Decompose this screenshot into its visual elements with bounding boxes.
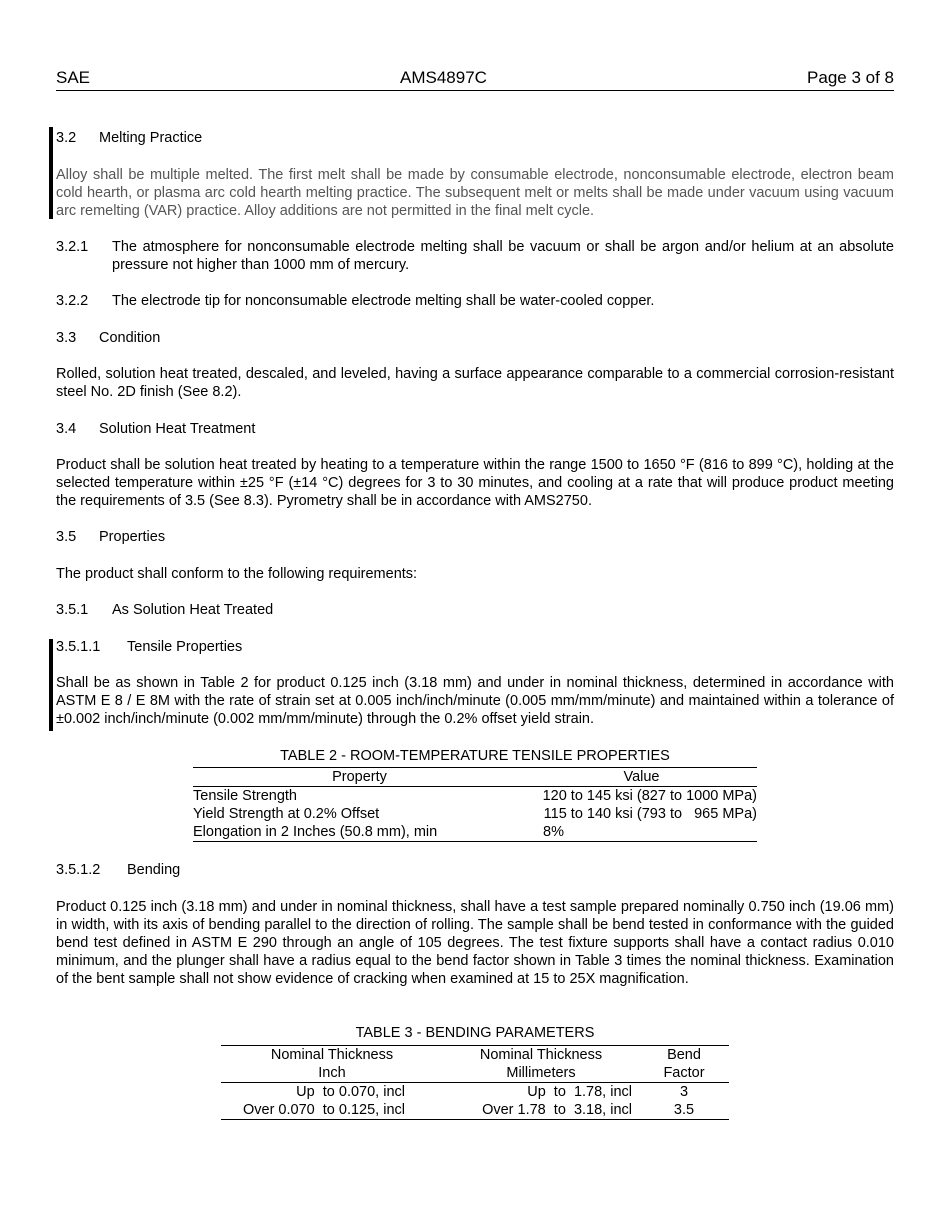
- paragraph: Alloy shall be multiple melted. The first melt shall be made by consumable electrode, nonconsumable electrode, electron beam cold hearth, or plasma arc cold hearth melting practice. The subsequent melt or melts shall be made under vacuum using vacuum arc remelting (VAR) practice. Alloy additions are not permitted in the final melt cycle.: [56, 167, 894, 219]
- section-title: As Solution Heat Treated: [112, 602, 274, 618]
- section-title: Condition: [99, 330, 161, 346]
- table-row: [193, 805, 757, 823]
- table-cell: 120 to 145 ksi (827 to 1000 MPa): [542, 788, 757, 804]
- header-doc-number: AMS4897C: [400, 68, 487, 87]
- table-header-cell: Inch: [318, 1065, 346, 1081]
- table-header-cell: Nominal Thickness: [270, 1047, 394, 1063]
- section-heading: [56, 601, 273, 619]
- table-cell: 3: [679, 1084, 689, 1100]
- section-title: Properties: [99, 529, 166, 545]
- table-cell: Over 0.070 to 0.125, incl: [242, 1102, 405, 1118]
- table-caption: TABLE 2 - ROOM-TEMPERATURE TENSILE PROPERTIES: [280, 748, 670, 764]
- section-heading: [56, 329, 160, 347]
- header-page-number: Page 3 of 8: [807, 68, 894, 87]
- section-heading: [56, 420, 255, 438]
- change-bar: [49, 639, 53, 731]
- section-title: Melting Practice: [99, 130, 203, 146]
- table-row: [193, 787, 757, 806]
- table-cell: Elongation in 2 Inches (50.8 mm), min: [193, 824, 438, 840]
- table-cell: Tensile Strength: [193, 788, 297, 804]
- page-header: [56, 68, 894, 91]
- section-title: Tensile Properties: [127, 639, 243, 655]
- table-header-row: [221, 1064, 729, 1083]
- section-title: Solution Heat Treatment: [99, 421, 256, 437]
- table-header-cell: Nominal Thickness: [479, 1047, 603, 1063]
- table-cell: Yield Strength at 0.2% Offset: [193, 806, 380, 822]
- paragraph: Shall be as shown in Table 2 for product 0.125 inch (3.18 mm) and under in nominal thickness, determined in accordance with ASTM E 8 / E 8M with the rate of strain set at 0.005 inch/inch/minute (0.005 mm/mm/minute) and maintained within a tolerance of ±0.002 inch/inch/minute (0.002 mm/mm/minute) through the 0.2% offset yield strain.: [56, 675, 894, 727]
- change-bar: [49, 127, 53, 219]
- table-header-row: [193, 768, 757, 787]
- table-row: [193, 823, 757, 842]
- table-caption: TABLE 3 - BENDING PARAMETERS: [355, 1025, 595, 1041]
- section-number: 3.4: [56, 421, 77, 437]
- section-number: 3.5.1.1: [56, 639, 101, 655]
- section-number: 3.5: [56, 529, 77, 545]
- section-number: 3.3: [56, 330, 77, 346]
- header-org: SAE: [56, 68, 91, 87]
- bending-parameters-table: [221, 1045, 729, 1120]
- subsection: [56, 292, 894, 310]
- subsection: [56, 238, 894, 274]
- section-heading: [56, 129, 202, 147]
- table-header-cell: Millimeters: [506, 1065, 576, 1081]
- section-heading: [56, 861, 180, 879]
- table-cell: Up to 0.070, incl: [296, 1084, 405, 1100]
- table-cell: 8%: [543, 824, 564, 840]
- table-header-cell: Bend: [667, 1047, 701, 1063]
- paragraph: The product shall conform to the following requirements:: [56, 566, 418, 582]
- section-number: 3.2: [56, 130, 77, 146]
- section-number: 3.2.2: [56, 293, 89, 309]
- section-number: 3.5.1: [56, 602, 89, 618]
- paragraph: Rolled, solution heat treated, descaled, and leveled, having a surface appearance comparable to a commercial corrosion-resistant steel No. 2D finish (See 8.2).: [56, 366, 894, 400]
- section-heading: [56, 638, 242, 656]
- section-heading: [56, 528, 165, 546]
- table-row: [221, 1083, 729, 1102]
- table-row: [221, 1101, 729, 1120]
- table-header-cell: Factor: [663, 1065, 705, 1081]
- table-header-row: [221, 1046, 729, 1065]
- table-header-cell: Property: [332, 769, 387, 785]
- paragraph: The atmosphere for nonconsumable electrode melting shall be vacuum or shall be argon and/or helium at an absolute pressure not higher than 1000 mm of mercury.: [112, 239, 894, 273]
- paragraph: The electrode tip for nonconsumable electrode melting shall be water-cooled copper.: [112, 293, 655, 309]
- section-number: 3.5.1.2: [56, 862, 101, 878]
- table-header-cell: Value: [623, 769, 660, 785]
- paragraph: Product 0.125 inch (3.18 mm) and under in nominal thickness, shall have a test sample prepared nominally 0.750 inch (19.06 mm) in width, with its axis of bending parallel to the direction of rolling. The sample shall be bend tested in conformance with the guided bend test defined in ASTM E 290 through an angle of 105 degrees. The test fixture supports shall have a contact radius 0.010 minimum, and the plunger shall have a radius equal to the bend factor shown in Table 3 times the nominal thickness. Examination of the bent sample shall not show evidence of cracking when examined at 15 to 25X magnification.: [56, 899, 894, 987]
- table-cell: Up to 1.78, incl: [527, 1084, 632, 1100]
- tensile-properties-table: [193, 767, 757, 842]
- section-number: 3.2.1: [56, 239, 89, 255]
- paragraph: Product shall be solution heat treated by heating to a temperature within the range 1500 to 1650 °F (816 to 899 °C), holding at the selected temperature within ±25 °F (±14 °C) degrees for 3 to 30 minutes, and cooling at a rate that will produce product meeting the requirements of 3.5 (See 8.3). Pyrometry shall be in accordance with AMS2750.: [56, 457, 894, 509]
- table-cell: 115 to 140 ksi (793 to 965 MPa): [543, 806, 757, 822]
- table-cell: 3.5: [673, 1102, 695, 1118]
- table-cell: Over 1.78 to 3.18, incl: [482, 1102, 632, 1118]
- section-title: Bending: [127, 862, 181, 878]
